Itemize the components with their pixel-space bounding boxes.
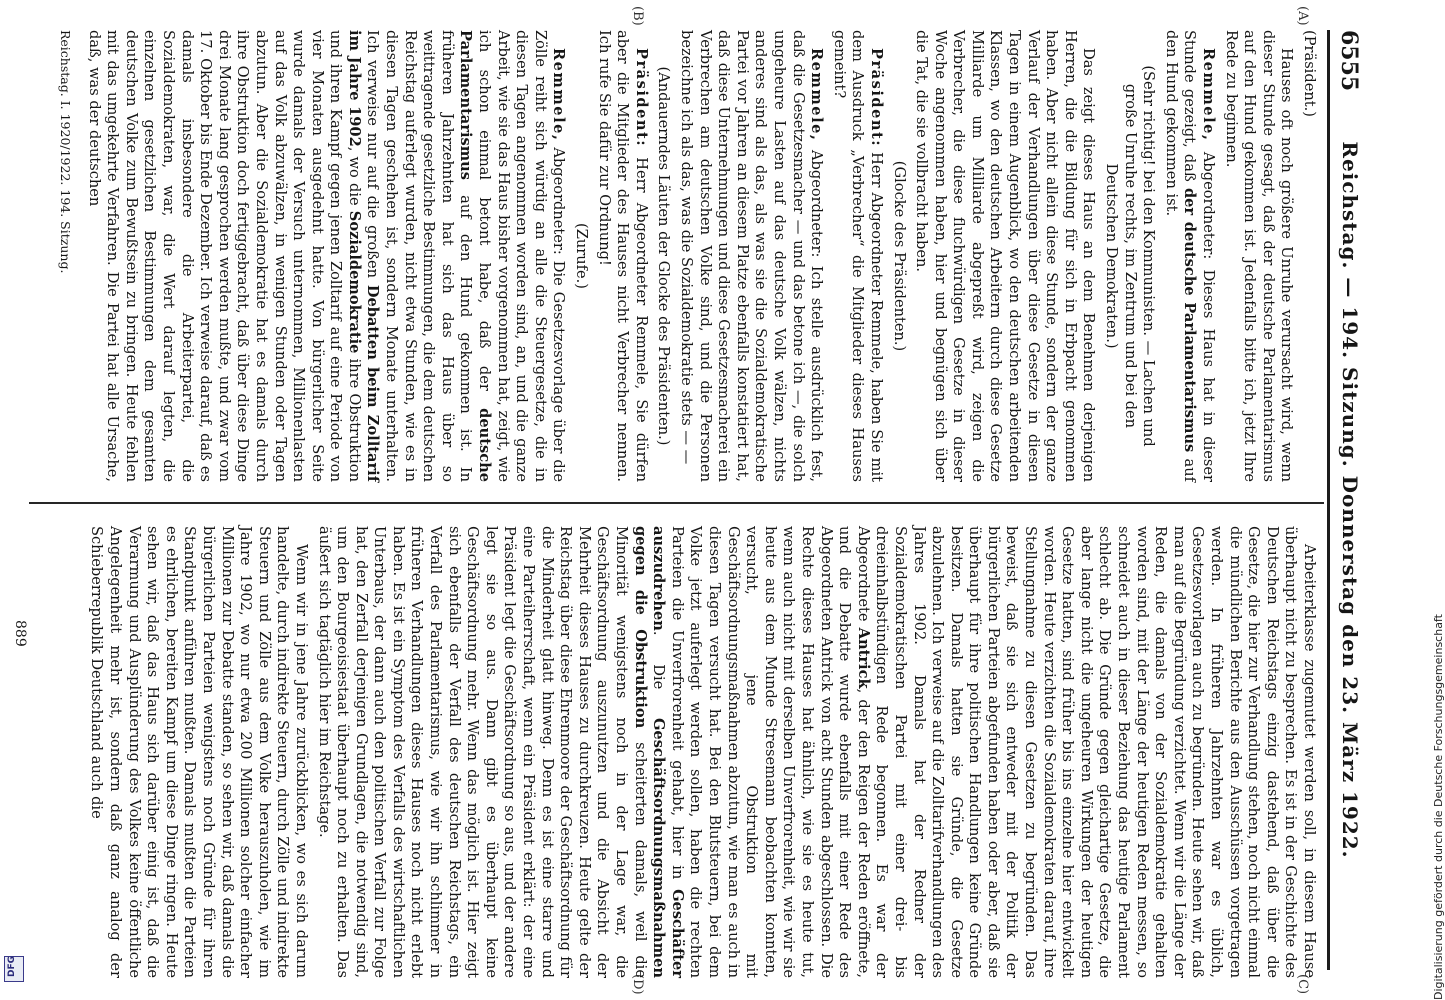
speech-paragraph <box>676 30 825 482</box>
running-head-title: Reichstag. — 194. Sitzung. Donnerstag den 23. März 1922. <box>1338 141 1362 859</box>
margin-mark-c: (C) <box>1295 974 1310 995</box>
digitization-note-text: Digitalisierung gefördert durch die Deutsche Forschungsgemeinschaft <box>1432 614 1445 1000</box>
text-run: ihre Obstruktion und ihren Kampf gegen jenen Zolltarif auf eine Periode von vier Monaten ausgedehnt hatte. Von bürgerlicher Seite wurde damals der Versuch unternommen, Millionenlasten auf das Volk abzuwälzen, in wenigen Stunden oder Tagen abzutun. Aber die Sozialdemokratie hat es damals durch ihre Obstruktion doch fertiggebracht, daß über diese Dinge drei Monate lang gesprochen werden mußte, und zwar vom 17. Oktober bis Ende Dezember. Ich verweise darauf, daß es damals insbesondere die Arbeiterpartei, die Sozialdemokraten, war, die Wert darauf legten, die einzelnen gesetzlichen Bestimmungen dem gesamten deutschen Volke zum Bewußtsein zu bringen. Heute fehlen mit das umgekehrte Verfahren. Die Partei hat alle Ursache, daß, was der deutschen <box>85 30 363 482</box>
page-number-bottom: 889 <box>12 620 28 647</box>
speech-paragraph <box>594 30 650 482</box>
text-run: Hauses oft noch größere Unruhe verursacht wird, wenn dieser Stunde gesagt, daß der deutsche Parlamentarismus auf den Hund gekommen ist. Jedenfalls bitte ich, jetzt Ihre Rede zu beginnen. <box>1222 30 1296 482</box>
stage-direction: (Andauerndes Läuten der Glocke des Präsidenten.) <box>655 66 673 446</box>
emphasized-text: Geschäfter auszudrehen <box>650 526 686 978</box>
stage-direction: (Sehr richtig! bei den Kommunisten. — Lachen und große Unruhe rechts, im Zentrum und bei den Deutschen Demokraten.) <box>1103 65 1158 447</box>
text-run: auf den Hund gekommen ist. In früheren Jahrzehnten hat sich das Haus über so weittragende gesetzliche Bestimmungen, die dem deutschen Reichstag auferlegt wurden, nicht etwa Stunden, wie es in diesen Tagen geschehen ist, sondern Monate unterhalten. Ich verweise nur auf die großen <box>364 30 475 482</box>
speaker-name: Präsident: <box>632 48 650 148</box>
speech-paragraph <box>1161 30 1217 482</box>
speaker-name: Präsident: <box>867 48 885 148</box>
text-run: , wo die <box>345 146 363 211</box>
text-run: Arbeiterklasse zugemutet werden soll, in diesem Hause überhaupt nicht zu besprechen. Es ist in der Geschichte des Deutschen Reichstags einzig dastehend, daß über die Gesetze, die hier zur Verhandlung stehen, noch nicht einmal die mündlichen Berichte aus den Ausschüssen vorgetragen werden. In früheren Jahrzehnten war es üblich, Gesetzesvorlagen auch zu begründen. Heute sehen wir, daß man auf die Begründung verzichtet. Wenn wir die Länge der Reden, die damals von der Sozialdemokratie gehalten worden sind, mit der Länge der heutigen Reden messen, so schneidet auch in dieser Beziehung das heutige Parlament schlecht ab. Die Gründe gegen gleichartige Gesetze, die aber lange nicht die ungeheuren Wirkungen der heutigen Gesetze hatten, sind früher bis ins einzelne hier entwickelt worden. Heute verzichten die Sozialdemokraten darauf, ihre Stellungnahme zu diesen Gesetzen zu begründen. Das beweist, daß sie sich entweder mit der Politik der bürgerlichen Parteien abgefunden haben oder aber, daß sie überhaupt für ihre politischen Handlungen keine Gründe besitzen. Damals hatten sie Gründe, die Gesetze abzulehnen. Ich verweise auf die Zolltarifverhandlungen des Jahres 1902. Damals hat der Redner der Sozialdemokratischen Partei mit einer drei- bis dreieinhalbstündigen Rede begonnen. Es war der Abgeordnete <box>854 526 1318 978</box>
text-run: Abgeordneter: Ich stelle ausdrücklich fest, daß die Gesetzesmacher — und das betone ich —, die solch ungeheure Lasten auf das deutsche Volk wälzen, nichts anderes sind als das, als was sie die Sozialdemokratische Partei vor Jahren an diesem Platze ebenfalls konstatiert hat, daß diese Unternehmungen und diese Gesetzesmacherei ein Verbrechen am deutschen Volke sind, und die Personen bezeichne ich als das, was die Sozialdemokratie stets — — <box>678 30 826 482</box>
text-run: . Die <box>650 630 668 718</box>
margin-mark-b: (B) <box>630 6 645 26</box>
sheet-signature: Reichstag. I. 1920/1922. 194. Sitzung. <box>58 30 73 274</box>
left-column <box>28 30 1318 482</box>
text-run: , der den Reigen der Reden eröffnete, und die Debatte wurde ebenfalls mit einer Rede des Abgeordneten Antrick von acht Stunden abgeschlossen. Die Rechte dieses Hauses hat ähnlich, wie sie es heute tut, wenn auch nicht mit derselben Unverfrorenheit, wie wir sie heute aus dem Munde Stresemann beobachten konnten, versucht, jene Obstruktion mit Geschäftsordnungsmaßnahmen abzutun, wie man es auch in diesen Tagen versucht hat. Bei den Blutsteuern, bei dem Volke jetzt auferlegt werden sollen, haben die rechten Parteien die Unverfrorenheit gehabt, hier in <box>668 526 872 979</box>
emphasized-text: deutsche Parlamentarismus <box>457 30 494 482</box>
page-number-top: 6555 <box>1336 30 1362 92</box>
text-run: Wenn wir in jene Jahre zurückblicken, wo es sich darum handelte, durch indirekte Steuern, durch Zölle und indirekte Steuern und Zölle aus dem Volke herauszuholen, wie im Jahre 1902, wo nur etwa 200 Millionen solcher einfacher Millionen zur Debatte standen, so sehen wir, daß damals die bürgerlichen Parteien wenigstens noch Gründe für ihren Standpunkt anführen mußten. Damals mußten die Parteien es ehrlichen, bereiten Kampf um diese Dinge ringen. Heute sehen wir, daß das Haus sich darüber einig ist, daß die Verarmung und Ausplünderung des Volkes keine öffentliche Angelegenheit mehr ist, sondern daß ganz analog der Schieberrepublik Deutschland auch die <box>88 526 310 978</box>
speaker-name: Remmele, <box>808 48 826 142</box>
speech-paragraph <box>829 30 885 482</box>
speaker-name: Remmele, <box>550 48 568 142</box>
emphasized-text: der deutsche Parlamentarismus <box>1181 187 1199 453</box>
running-head <box>1336 30 1366 970</box>
speaker-name: Remmele, <box>1200 48 1218 142</box>
speaker-continuation: (Präsident.) <box>1301 30 1318 117</box>
margin-mark-d: (D) <box>630 974 645 995</box>
digitization-note <box>1406 500 1445 1000</box>
text-run: scheiterten damals, weil die Minorität wenigstens noch in der Lage war, die Geschäftsordnung auszunutzen und die Absicht der Mehrheit dieses Hauses zu durchkreuzen. Heute gelte der Reichstag über diese Ehrenmoore der Geschäftsordnung für die Minderheit glatt hinweg. Denn es ist eine starre und eine Parteiherrschaft, wenn ein Präsident erklärt: der eine Präsident legt die Geschäftsordnung so aus, und der andere legt sie so aus. Dann gibt es überhaupt keine Geschäftsordnung mehr. Wenn das möglich ist. Hier zeigt sich ebenfalls der Verfall des deutschen Reichstags, ein Verfall des Parlamentarismus, wie wir ihn schlimmer in früheren Verhandlungen dieses Hauses noch nicht erlebt haben. Es ist ein Symptom des Verfalls des wirtschaftlichen Unterbaus, der dann auch den politischen Verfall zur Folge hat, den Zerfall derjenigen Grundlagen, die notwendig sind, um den Bourgeoisiestaat überhaupt noch zu erhalten. Das äußert sich tagtäglich hier im Reichstage. <box>315 526 649 978</box>
text-paragraph <box>314 526 1318 978</box>
text-paragraph <box>1221 30 1295 482</box>
emphasized-text: Sozialdemokratie <box>345 210 363 354</box>
text-run: Das zeigt dieses Haus an dem Benehmen derjenigen Herren, die die Bildung für sich in Erbpacht genommen haben. Aber nicht allein diese Stunde, sondern der ganze Verlauf der Verhandlungen über diese Gesetze in diesen Tagen in einem Augenblick, wo den deutschen arbeitenden Klassen, wo den deutschen Arbeitern durch diese Gesetze Milliarde um Milliarde abgepreßt wird, zeigen die Verbrecher, die diese fluchwürdigen Gesetze in dieser Woche angenommen haben, hier und begnügen sich über die Tat, die sie vollbracht haben. <box>913 30 1098 482</box>
text-paragraph <box>87 526 310 978</box>
speech-paragraph <box>84 30 567 482</box>
emphasized-text: Geschäftsordnungsmaßnahmen gegen die Obstruktion <box>631 526 668 978</box>
emphasized-text: Debatten beim Zolltarif im Jahre 1902 <box>345 30 382 482</box>
column-divider <box>29 502 1324 504</box>
text-run: Abgeordneter: Dieses Haus hat in dieser Stunde gezeigt, daß <box>1181 30 1218 482</box>
text-run: Abgeordneter: Die Gesetzesvorlage über die Zölle reiht sich würdig an alle die Steuergesetze, die in diesen Tagen angenommen worden sind, an, und die ganze Arbeit, wie sie das Haus bisher vorgenommen hat, zeigt, wie ich schon einmal betont habe, daß der <box>476 30 568 482</box>
text-paragraph <box>912 30 1098 482</box>
emphasized-text: Antrick <box>854 627 872 689</box>
dfg-logo-text: DFG <box>7 955 17 977</box>
text-run: auf den Hund gekommen ist. <box>1162 30 1199 483</box>
dfg-logo <box>4 956 24 982</box>
header-rule <box>1327 30 1330 970</box>
stage-direction: (Zurufe.) <box>573 223 591 289</box>
text-run: Herr Abgeordneter Remmele, haben Sie mit dem Ausdruck „Verbrecher“ die Mitglieder dieses Hauses gemeint? <box>830 30 885 482</box>
text-run: Herr Abgeordneter Remmele, Sie dürfen aber die Mitglieder des Hauses nicht Verbrecher nennen. Ich rufe Sie dafür zur Ordnung! <box>595 30 650 482</box>
stage-direction: (Glocke des Präsidenten.) <box>890 160 908 352</box>
right-column <box>28 526 1318 978</box>
margin-mark-a: (A) <box>1295 6 1310 26</box>
